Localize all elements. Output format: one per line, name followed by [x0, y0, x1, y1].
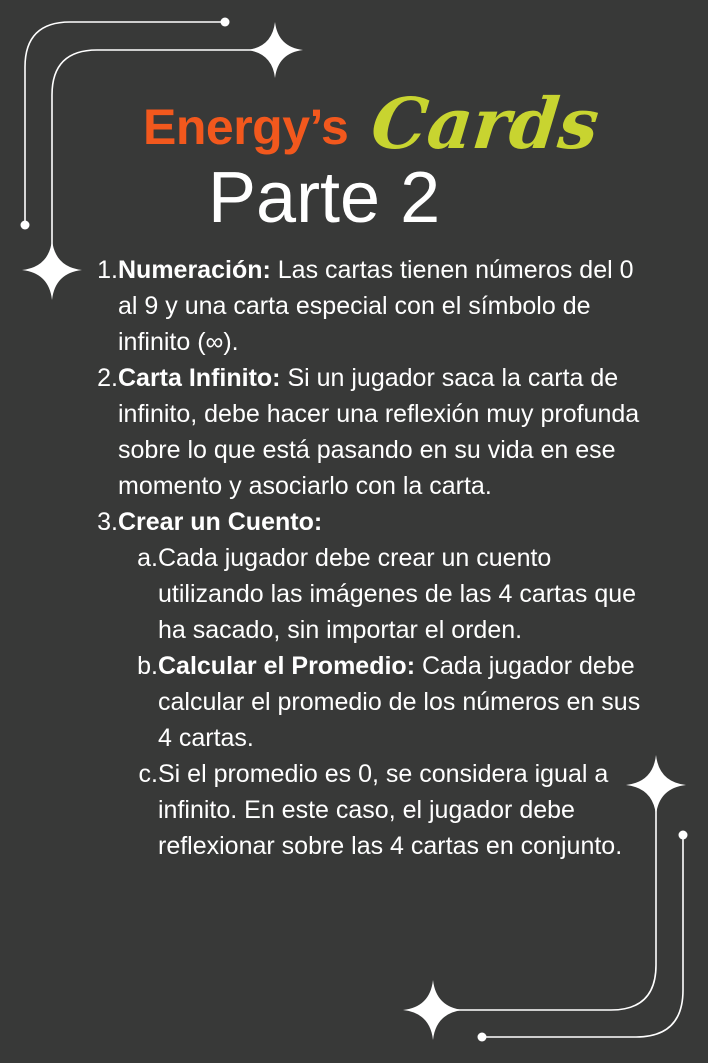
sub-list-marker: c.	[138, 760, 158, 788]
sub-list-marker: a.	[137, 544, 158, 572]
list-item-heading: Numeración:	[118, 256, 271, 284]
sub-list-item-text: Si el promedio es 0, se considera igual a infinito. En este caso, el jugador debe reflexionar sobre las 4 cartas en conjunto.	[158, 760, 623, 860]
list-item-body	[118, 252, 650, 360]
list-item-body	[118, 360, 650, 504]
list-item	[90, 360, 650, 504]
list-marker: 1.	[97, 256, 118, 284]
sub-list-item-text: Cada jugador debe crear un cuento utilizando las imágenes de las 4 cartas que ha sacado, sin importar el orden.	[158, 544, 637, 644]
list-item-heading: Crear un Cuento:	[118, 508, 323, 536]
list-marker: 3.	[97, 508, 118, 536]
list-marker: 2.	[97, 364, 118, 392]
list-item	[90, 252, 650, 360]
frame-dot-bottom	[478, 1033, 487, 1042]
frame-line-outer-bottom-right	[482, 835, 683, 1037]
list-item-body	[118, 504, 650, 540]
sub-list-item-text: Cada jugador debe calcular el promedio de los números en sus 4 cartas.	[158, 652, 641, 752]
cards-title: Cards	[367, 82, 603, 165]
sub-list-marker: b.	[137, 652, 158, 680]
brand-title: Energy’s	[143, 99, 349, 155]
sub-list-item	[136, 648, 650, 756]
sub-list-item-body	[158, 756, 650, 864]
sparkle-icon	[22, 240, 82, 300]
sub-list-item	[136, 756, 650, 864]
sub-list-item-body	[158, 540, 650, 648]
list-item-text: Las cartas tienen números del 0 al 9 y una carta especial con el símbolo de infinito (∞).	[118, 256, 634, 356]
page-subtitle: Parte 2	[208, 158, 441, 238]
frame-dot-left	[21, 221, 30, 230]
list-item	[90, 504, 650, 540]
sub-list-item-body	[158, 648, 650, 756]
rules-list	[90, 252, 650, 864]
sub-list-item-heading: Calcular el Promedio:	[158, 652, 416, 680]
sparkle-icon	[403, 980, 463, 1040]
frame-dot-top	[221, 18, 230, 27]
sub-list	[136, 540, 650, 864]
sparkle-icon	[247, 22, 303, 78]
list-item-heading: Carta Infinito:	[118, 364, 281, 392]
sub-list-item	[136, 540, 650, 648]
list-item-text: Si un jugador saca la carta de infinito, debe hacer una reflexión muy profunda sobre lo que está pasando en su vida en ese momento y asociarlo con la carta.	[118, 364, 640, 500]
frame-dot-right	[679, 831, 688, 840]
